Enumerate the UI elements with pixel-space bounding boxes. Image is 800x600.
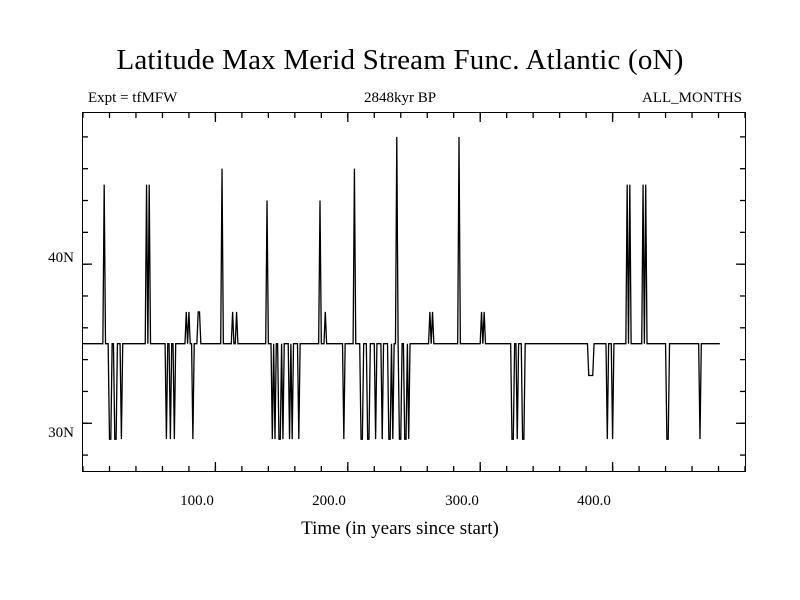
xtick-label-200: 200.0: [312, 493, 346, 509]
data-plot: [83, 113, 745, 471]
ytick-label-40N: 40N: [48, 250, 74, 266]
ytick-label-30N: 30N: [48, 425, 74, 441]
plot-area: [82, 112, 746, 472]
data-series-line: [83, 137, 720, 439]
x-axis-title: Time (in years since start): [301, 518, 499, 539]
axis-ticks: [83, 113, 745, 471]
chart-title: Latitude Max Merid Stream Func. Atlantic (oN): [116, 44, 684, 76]
xtick-label-300: 300.0: [445, 493, 479, 509]
xtick-label-400: 400.0: [577, 493, 611, 509]
experiment-label: Expt = tfMFW: [88, 90, 178, 106]
months-label: ALL_MONTHS: [642, 90, 742, 106]
xtick-label-100: 100.0: [180, 493, 214, 509]
epoch-label: 2848kyr BP: [363, 90, 437, 106]
